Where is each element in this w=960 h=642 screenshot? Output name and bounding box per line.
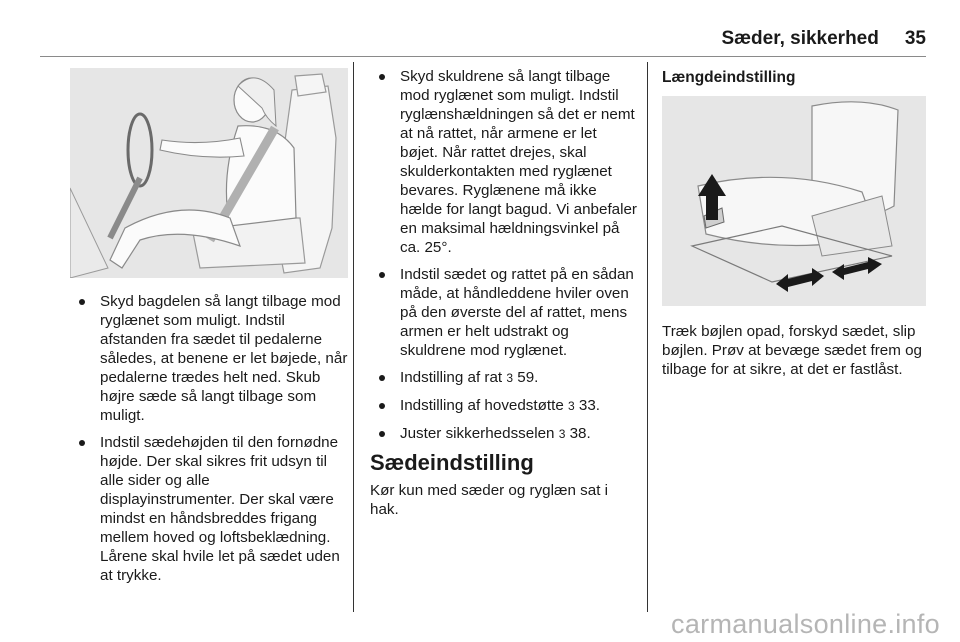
column-divider-left (353, 62, 354, 612)
list-item: Skyd bagdelen så langt tilbage mod ryglænet som muligt. Indstil afstanden fra sædet til pedalerne således, at benene er let bøjede, når pedalerne trædes helt ned. Skub højre sæde så langt tilbage som muligt. (70, 292, 348, 425)
subsection-heading: Længdeindstilling (662, 69, 796, 86)
seating-tips-list (70, 292, 348, 593)
driver-seating-illustration (70, 68, 348, 278)
header-divider (40, 56, 926, 57)
section-body: Træk bøjlen opad, forskyd sædet, slip bøjlen. Prøv at bevæge sædet frem og tilbage for at sikre, at det er fastlåst. (662, 323, 922, 378)
driver-posture-drawing (70, 68, 348, 278)
section-intro: Kør kun med sæder og ryglæn sat i hak. (370, 482, 609, 518)
list-item: Indstil sædehøjden til den fornødne højde. Der skal sikres frit udsyn til alle sider og alle displayinstrumenter. Der skal være mindst en håndsbreddes frigang mellem hoved og loftsbeklædning. Lårene skal hvile let på sædet uden at trykke. (70, 433, 348, 585)
page-number: 35 (904, 28, 926, 49)
section-heading: Sædeindstilling (370, 450, 534, 475)
page-ref-icon: 3 (568, 399, 575, 413)
list-item-steering-ref: Indstilling af rat 3 59. (370, 368, 638, 388)
page-header (721, 28, 926, 58)
seating-tips-list-continued (370, 67, 638, 452)
left-arrow-icon (776, 268, 824, 292)
page-ref-icon: 3 (506, 371, 514, 385)
list-item-seatbelt-ref: Juster sikkerhedsselen 3 38. (370, 424, 638, 444)
seat-lever-drawing (662, 96, 926, 306)
list-item: Indstil sædet og rattet på en sådan måde, at håndleddene hviler oven på den øverste del af rattet, mens armen er helt udstrakt og skuldrene mod ryglænet. (370, 265, 638, 360)
seat-adjustment-illustration (662, 96, 926, 306)
right-arrow-icon (832, 257, 882, 280)
list-item-headrest-ref: Indstilling af hovedstøtte 3 33. (370, 396, 638, 416)
list-item: Skyd skuldrene så langt tilbage mod ryglænet som muligt. Indstil ryglænshældningen så det er nemt at nå rattet, når armene er let bøjet. Når rattet drejes, skal skulderkontakten med ryglænet bevares. Ryglænene må ikke hælde for langt bagud. Vi anbefaler en maksimal hældningsvinkel på ca. 25°. (370, 67, 638, 257)
watermark: carmanualsonline.info (671, 609, 940, 639)
page-ref-icon: 3 (558, 427, 566, 441)
header-title: Sæder, sikkerhed (721, 28, 879, 49)
column-divider-right (647, 62, 648, 612)
